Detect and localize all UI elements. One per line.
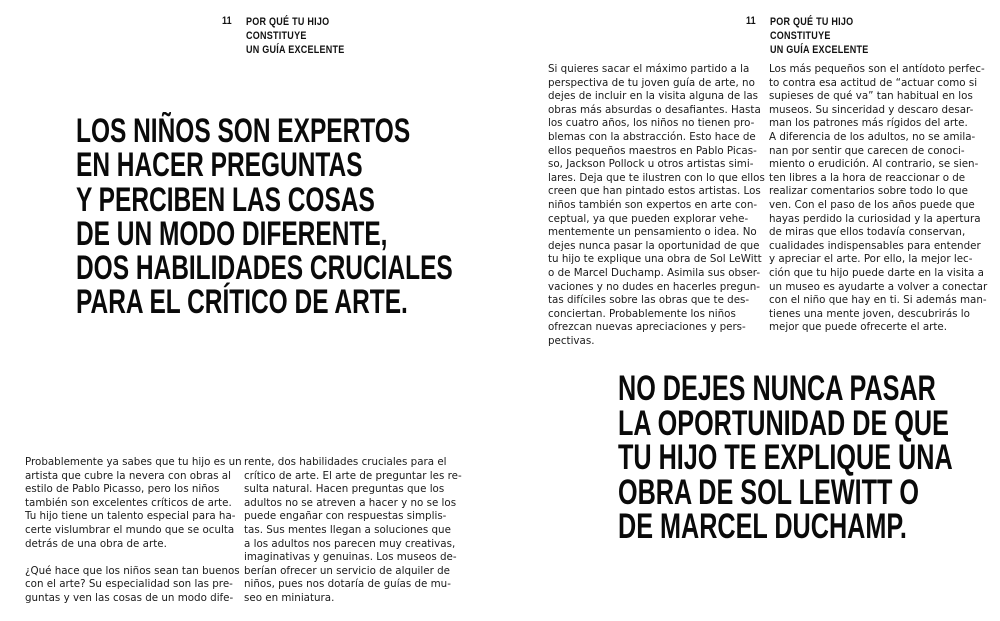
right-page-number: 11 bbox=[746, 15, 756, 27]
body-text-line: imaginativas y genuinas. Los museos de- bbox=[244, 551, 457, 564]
body-text-line: realizar comentarios sobre todo lo que bbox=[769, 185, 968, 198]
body-text-line: con el arte? Su especialidad son las pre- bbox=[25, 578, 233, 591]
body-text-line: certe vislumbrar el mundo que se oculta bbox=[25, 523, 235, 536]
body-text-line: ¿Qué hace que los niños sean tan buenos bbox=[25, 564, 240, 577]
body-text-line: detrás de una obra de arte. bbox=[25, 537, 167, 550]
headline-line: DOS HABILIDADES CRUCIALES bbox=[76, 249, 453, 288]
body-text-line: perspectiva de tu joven guía de arte, no bbox=[548, 76, 755, 89]
body-text-line: miento o erudición. Al contrario, se sien- bbox=[769, 158, 979, 171]
body-text-line: niños, pues nos dotaría de guías de mu- bbox=[244, 578, 451, 591]
body-text-line: ven. Con el paso de los años puede que bbox=[769, 198, 975, 211]
body-text-line: también son excelentes críticos de arte. bbox=[25, 496, 232, 509]
body-text-line: seo en miniatura. bbox=[244, 591, 335, 604]
body-text-line: Los más pequeños son el antídoto perfec- bbox=[769, 63, 985, 75]
body-text-line: ellos pequeños maestros en Pablo Picas- bbox=[548, 144, 757, 157]
body-text-line: un museo es ayudarte a volver a conectar bbox=[769, 280, 988, 293]
body-text-line: Tu hijo tiene un talento especial para ha- bbox=[25, 510, 236, 523]
body-text-line: dejes de incluir en la visita alguna de las bbox=[548, 90, 759, 103]
pull-quote bbox=[618, 369, 953, 547]
right-body-column-2 bbox=[769, 63, 987, 335]
headline-line: LOS NIÑOS SON EXPERTOS bbox=[76, 112, 411, 150]
body-text-line: o de Marcel Duchamp. Asimila sus obser- bbox=[548, 266, 761, 279]
body-text-line: nan por sentir que carecen de conoci- bbox=[769, 144, 965, 157]
body-text-line: so, Jackson Pollock u otros artistas simi- bbox=[548, 158, 754, 171]
body-text-line: man los patrones más rígidos del arte. bbox=[769, 117, 968, 130]
body-text-line: a los adultos nos parecen muy creativas, bbox=[244, 537, 456, 550]
body-text-line: puede engañar con respuestas simplis- bbox=[244, 510, 447, 523]
body-text-line: estilo de Pablo Picasso, pero los niños bbox=[25, 483, 220, 496]
body-text-line: tas. Sus mentes llegan a soluciones que bbox=[244, 523, 451, 536]
headline-line: DE UN MODO DIFERENTE, bbox=[76, 214, 388, 253]
body-text-line: ofrezcan nuevas apreciaciones y pers- bbox=[548, 321, 746, 334]
body-text-line: artista que cubre la nevera con obras al bbox=[25, 469, 231, 482]
body-text-line: de miras que ellos todavía conservan, bbox=[769, 226, 966, 239]
left-running-header bbox=[222, 15, 396, 57]
body-text-line: vaciones y no dudes en hacerles pregun- bbox=[548, 280, 760, 293]
body-text-line: ceptual, ya que pueden explorar vehe- bbox=[548, 212, 749, 225]
body-text-line: mentemente un pensamiento o idea. No bbox=[548, 226, 757, 239]
body-text-line: mejor que puede ofrecerte el arte. bbox=[769, 321, 948, 334]
body-text-line: tienes una mente joven, descubrirás lo bbox=[769, 307, 970, 320]
headline-line: EN HACER PREGUNTAS bbox=[76, 146, 363, 185]
body-text-line: adultos no se atreven a hacer y no se los bbox=[244, 496, 457, 509]
right-running-title: POR QUÉ TU HIJO CONSTITUYE UN GUÍA EXCELENTE bbox=[770, 16, 869, 56]
body-text-line: tu hijo te explique una obra de Sol LeWitt bbox=[548, 253, 762, 266]
body-text-line: ción que tu hijo puede darte en la visita a bbox=[769, 266, 984, 279]
paragraph-gap bbox=[25, 551, 242, 565]
pull-quote-line: TU HIJO TE EXPLIQUE UNA bbox=[618, 438, 953, 478]
left-running-title: POR QUÉ TU HIJO CONSTITUYE UN GUÍA EXCELENTE bbox=[246, 16, 345, 56]
body-text-line: hayas perdido la curiosidad y la apertura bbox=[769, 212, 981, 225]
body-text-line: cualidades indispensables para entender bbox=[769, 239, 981, 252]
body-text-line: rente, dos habilidades cruciales para el bbox=[244, 456, 447, 468]
body-text-line: obras más absurdas o desafiantes. Hasta bbox=[548, 103, 761, 116]
pull-quote-line: NO DEJES NUNCA PASAR bbox=[618, 369, 936, 408]
body-text-line: niños también son expertos en arte con- bbox=[548, 198, 758, 211]
body-text-line: blemas con la abstracción. Esto hace de bbox=[548, 130, 756, 143]
body-text-line: Probablemente ya sabes que tu hijo es un bbox=[25, 456, 242, 468]
body-text-line: crítico de arte. El arte de preguntar les re- bbox=[244, 469, 462, 482]
headline-line: PARA EL CRÍTICO DE ARTE. bbox=[76, 283, 408, 322]
right-page bbox=[500, 0, 1000, 621]
body-text-line: berían ofrecer un servicio de alquiler de bbox=[244, 564, 450, 577]
body-text-line: Si quieres sacar el máximo partido a la bbox=[548, 63, 750, 75]
pull-quote-line: LA OPORTUNIDAD DE QUE bbox=[618, 403, 949, 443]
body-text-line: los cuatro años, los niños no tienen pro- bbox=[548, 117, 755, 130]
body-text-line: conciertan. Probablemente los niños bbox=[548, 307, 736, 320]
body-text-line: creen que han pintado estos artistas. Los bbox=[548, 185, 761, 198]
right-body-column-1 bbox=[548, 63, 765, 348]
body-text-line: museos. Su sinceridad y descaro desar- bbox=[769, 103, 974, 116]
body-text-line: y apreciar el arte. Por ello, la mejor lec- bbox=[769, 253, 973, 266]
body-text-line: con el niño que hay en ti. Si además man- bbox=[769, 294, 987, 307]
body-text-line: pectivas. bbox=[548, 334, 595, 347]
body-text-line: ten libres a la hora de reaccionar o de bbox=[769, 171, 966, 184]
pull-quote-line: DE MARCEL DUCHAMP. bbox=[618, 507, 907, 547]
body-text-line: guntas y ven las cosas de un modo dife- bbox=[25, 591, 234, 604]
right-running-header bbox=[746, 15, 920, 57]
body-text-line: to contra esa actitud de “actuar como si bbox=[769, 76, 978, 89]
body-text-line: A diferencia de los adultos, no se amila- bbox=[769, 130, 976, 143]
left-page-number: 11 bbox=[222, 15, 232, 27]
headline-line: Y PERCIBEN LAS COSAS bbox=[76, 180, 375, 219]
body-text-line: supieses de qué va” tan habitual en los bbox=[769, 90, 973, 103]
body-text-line: sulta natural. Hacen preguntas que los bbox=[244, 483, 445, 496]
body-text-line: lares. Deja que te ilustren con lo que ellos bbox=[548, 171, 765, 184]
pull-quote-line: OBRA DE SOL LEWITT O bbox=[618, 472, 920, 512]
left-body-column-1 bbox=[25, 456, 242, 606]
left-body-column-2 bbox=[244, 456, 462, 606]
left-headline bbox=[76, 114, 453, 320]
body-text-line: tas difíciles sobre las obras que te des- bbox=[548, 294, 750, 307]
body-text-line: dejes nunca pasar la oportunidad de que bbox=[548, 239, 760, 252]
